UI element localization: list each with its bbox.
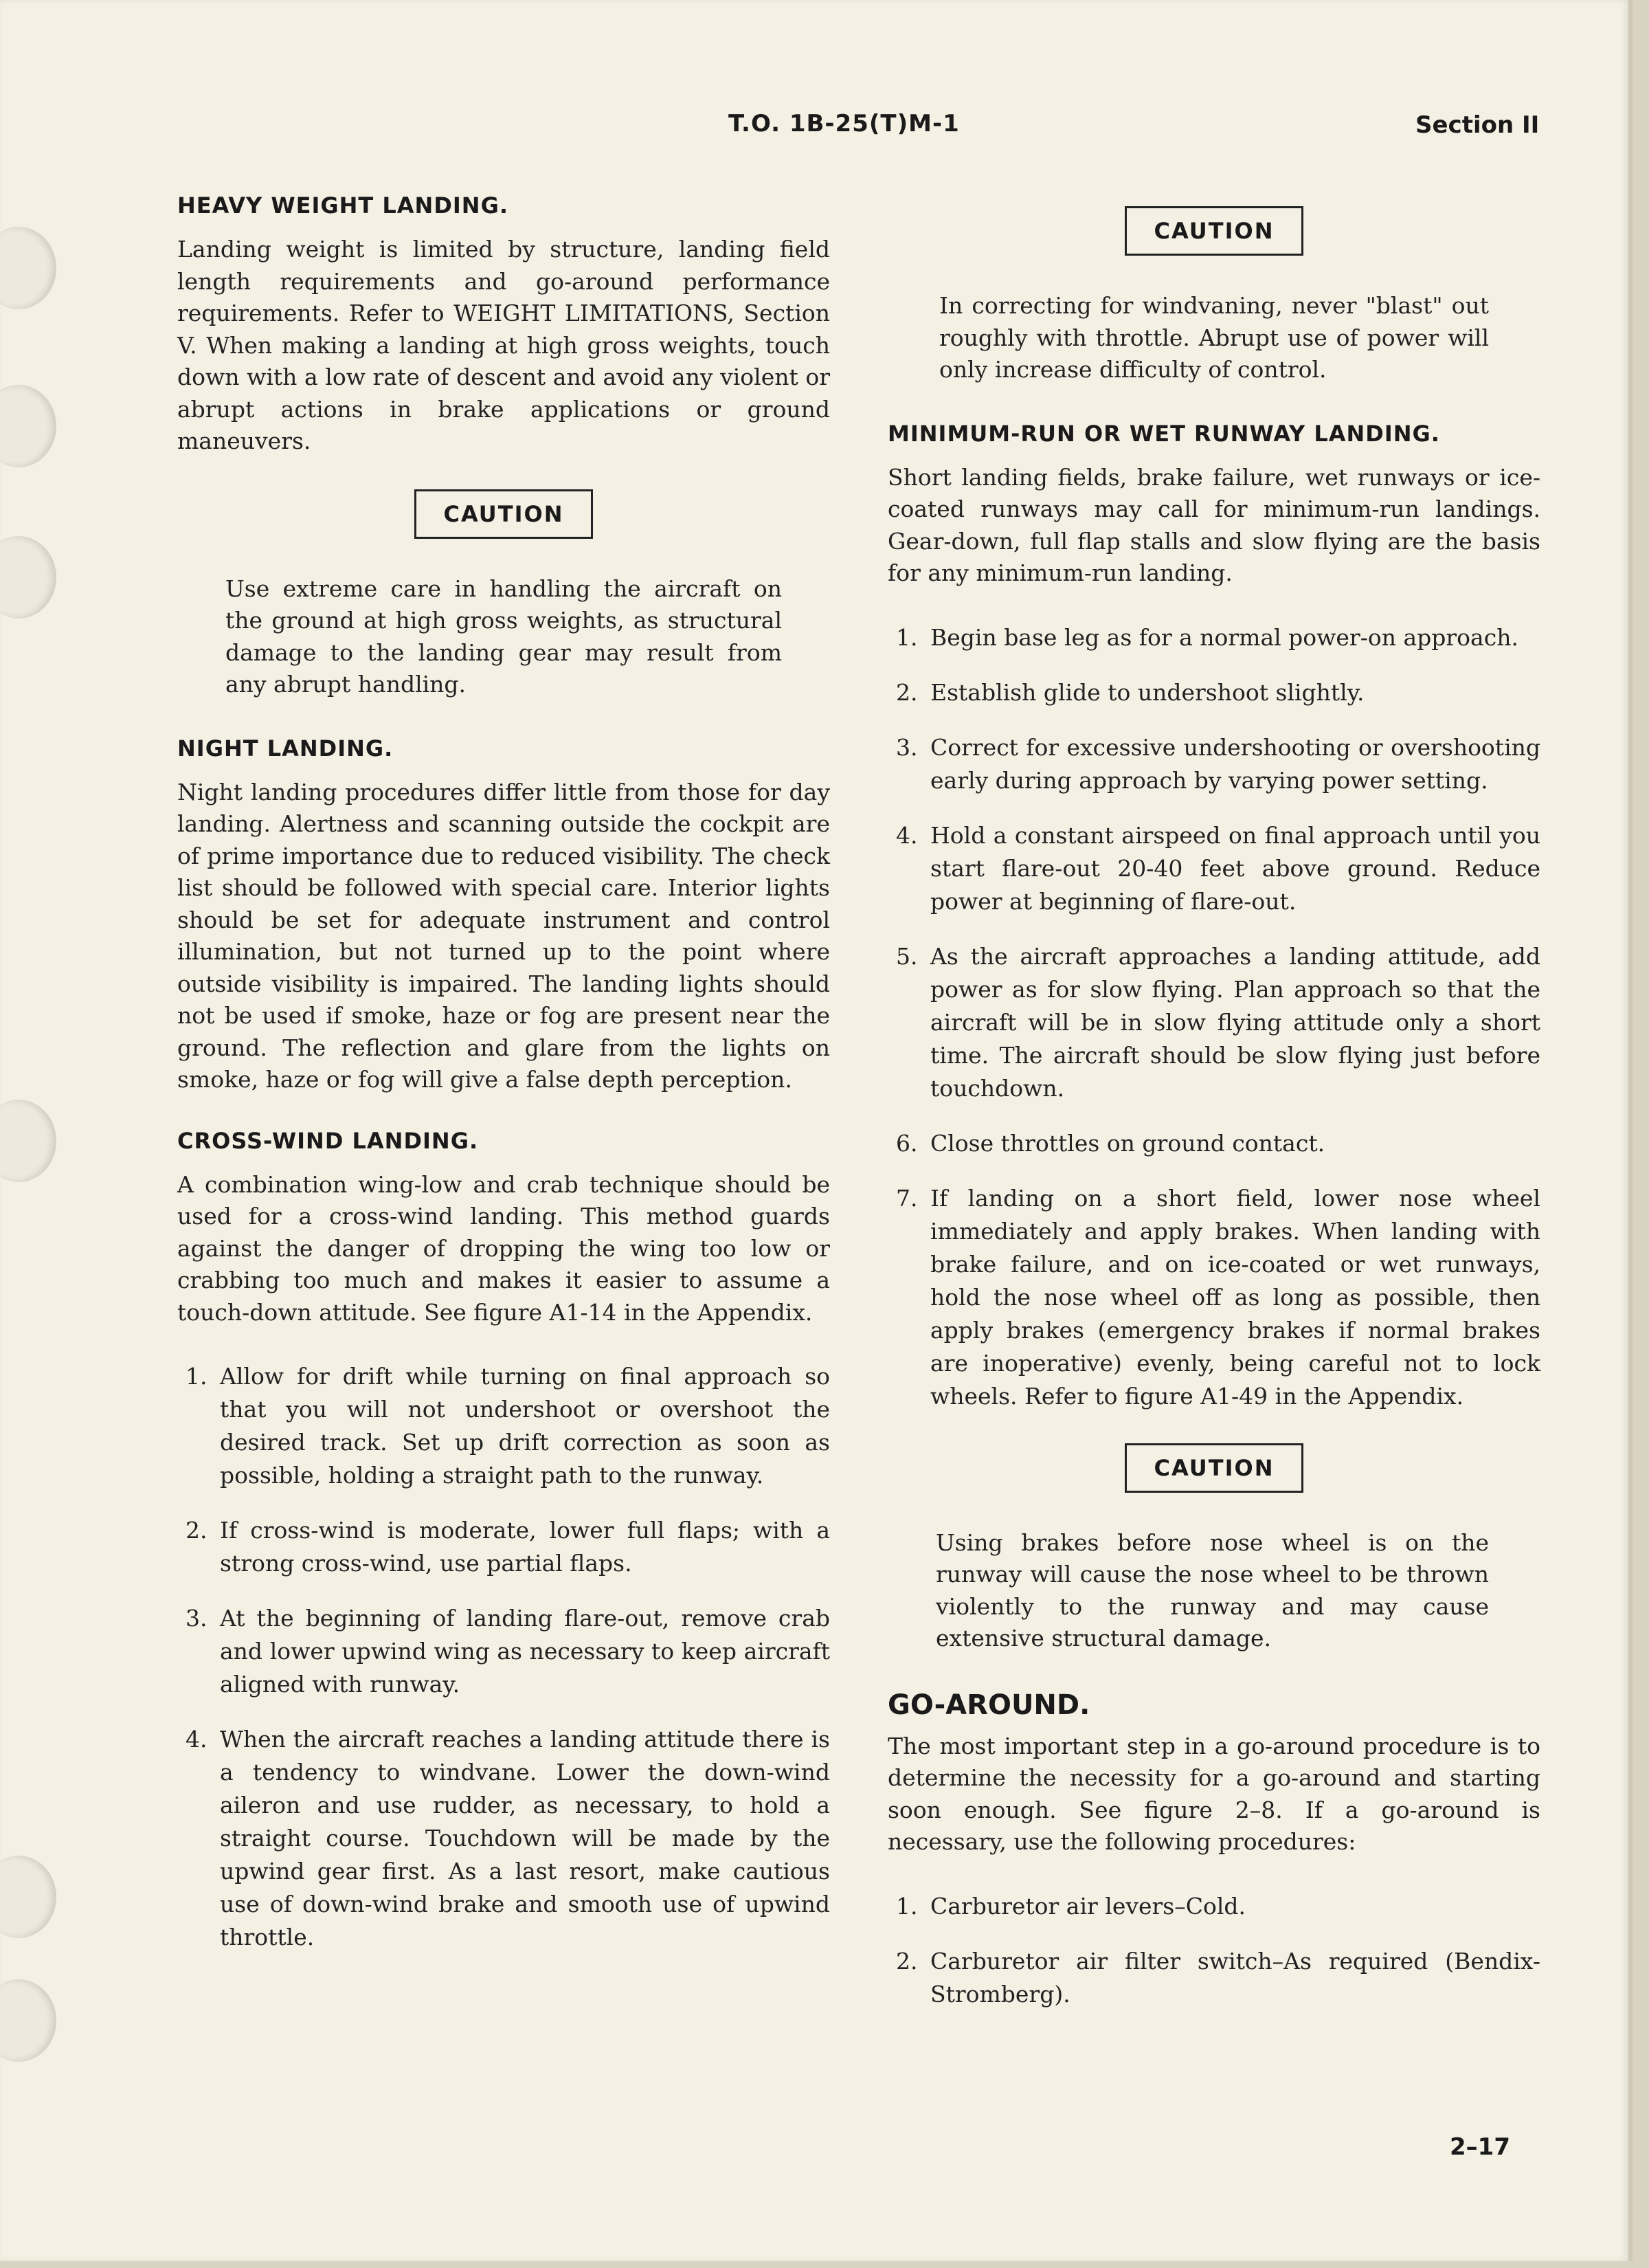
- step-number: 1.: [896, 1892, 918, 1920]
- list-item: [888, 819, 1540, 918]
- step-text: Allow for drift while turning on final approach so that you will not undershoot or overshoot the desired track. Set up drift correction as soon as possible, holding a straight path to the runway.: [220, 1363, 830, 1489]
- step-number: 2.: [186, 1517, 207, 1544]
- minimum-run-steps-list: [888, 621, 1540, 1413]
- paragraph-night-landing: Night landing procedures differ little from those for day landing. Alertness and scanning outside the cockpit are of prime importance due to reduced visibility. The check list should be followed with special care. Interior lights should be set for adequate instrument and control illumination, but not turned up to the point where outside visibility is impaired. The landing lights should not be used if smoke, haze or fog are present near the ground. The reflection and glare from the lights on smoke, haze or fog will give a false depth perception.: [177, 778, 830, 1093]
- step-text: Correct for excessive undershooting or overshooting early during approach by varying power setting.: [930, 733, 1540, 794]
- go-around-steps-list: [888, 1890, 1540, 2011]
- paragraph-heavy-weight-landing: Landing weight is limited by structure, landing field length requirements and go-around performance requirements. Refer to WEIGHT LIMITATIONS, Section V. When making a landing at high gross weights, touch down with a low rate of descent and avoid any violent or abrupt actions in brake applications or ground maneuvers.: [177, 236, 830, 454]
- caution-label: CAUTION: [1125, 1443, 1304, 1493]
- heading-night-landing: NIGHT LANDING.: [177, 735, 394, 761]
- list-item: [888, 621, 1540, 654]
- list-item: [177, 1360, 830, 1492]
- list-item: [888, 1127, 1540, 1160]
- binder-hole: [0, 1100, 56, 1182]
- list-item: [888, 1182, 1540, 1413]
- binder-hole: [0, 536, 56, 619]
- step-number: 1.: [896, 623, 918, 651]
- binder-hole: [0, 227, 56, 309]
- step-text: As the aircraft approaches a landing attitude, add power as for slow flying. Plan approach so that the aircraft will be in slow flying attitude only a short time. The aircraft should be slow flying just before touchdown.: [930, 942, 1540, 1102]
- step-number: 7.: [896, 1184, 918, 1212]
- right-column: [888, 206, 1540, 2041]
- paragraph-minimum-run-landing: Short landing fields, brake failure, wet runways or ice-coated runways may call for minimum-run landings. Gear-down, full flap stalls and slow flying are the basis for any minimum-run landing.: [888, 463, 1540, 586]
- step-number: 4.: [186, 1726, 207, 1753]
- heading-minimum-run-landing: MINIMUM-RUN OR WET RUNWAY LANDING.: [888, 420, 1440, 447]
- list-item: [177, 1514, 830, 1580]
- step-text: At the beginning of landing flare-out, remove crab and lower upwind wing as necessary to keep aircraft aligned with runway.: [220, 1605, 830, 1698]
- caution-text-windvaning: In correcting for windvaning, never "blast" out roughly with throttle. Abrupt use of power will only increase difficulty of control.: [939, 292, 1489, 383]
- caution-label: CAUTION: [1125, 206, 1304, 256]
- list-item: [888, 676, 1540, 709]
- caution-label: CAUTION: [414, 489, 594, 539]
- binder-hole: [0, 385, 56, 467]
- technical-order-number: T.O. 1B-25(T)M-1: [728, 110, 960, 137]
- heading-heavy-weight-landing: HEAVY WEIGHT LANDING.: [177, 192, 508, 219]
- caution-text-brakes: Using brakes before nose wheel is on the runway will cause the nose wheel to be thrown violently to the runway and may cause extensive structural damage.: [936, 1528, 1489, 1652]
- binder-hole: [0, 1856, 56, 1938]
- heading-cross-wind-landing: CROSS-WIND LANDING.: [177, 1127, 479, 1154]
- step-number: 4.: [896, 821, 918, 849]
- step-text: When the aircraft reaches a landing attitude there is a tendency to windvane. Lower the down-wind aileron and use rudder, as necessary, to hold a straight course. Touchdown will be made by the upwind gear first. As a last resort, make cautious use of down-wind brake and smooth use of upwind throttle.: [220, 1726, 830, 1950]
- step-number: 1.: [186, 1363, 207, 1390]
- list-item: [888, 731, 1540, 797]
- step-text: Establish glide to undershoot slightly.: [930, 678, 1365, 706]
- list-item: [888, 1890, 1540, 1923]
- step-text: Carburetor air levers–Cold.: [930, 1892, 1246, 1920]
- list-item: [888, 1945, 1540, 2011]
- step-number: 6.: [896, 1129, 918, 1157]
- step-number: 5.: [896, 942, 918, 970]
- page-number: 2–17: [1450, 2133, 1510, 2161]
- step-text: If landing on a short field, lower nose wheel immediately and apply brakes. When landing with brake failure, and on ice-coated or wet runways, hold the nose wheel off as long as possible, then apply brakes (emergency brakes if normal brakes are inoperative) evenly, being careful not to lock wheels. Refer to figure A1-49 in the Appendix.: [930, 1184, 1540, 1410]
- list-item: [177, 1602, 830, 1701]
- section-label: Section II: [1415, 111, 1540, 139]
- caution-text-heavy-weight: Use extreme care in handling the aircraft on the ground at high gross weights, as structural damage to the landing gear may result from any abrupt handling.: [225, 575, 782, 698]
- step-text: If cross-wind is moderate, lower full flaps; with a strong cross-wind, use partial flaps.: [220, 1517, 830, 1577]
- paragraph-cross-wind-landing: A combination wing-low and crab technique should be used for a cross-wind landing. This method guards against the danger of dropping the wing too low or crabbing too much and makes it easier to assume a touch-down attitude. See figure A1-14 in the Appendix.: [177, 1170, 830, 1326]
- list-item: [888, 940, 1540, 1105]
- list-item: [177, 1723, 830, 1954]
- paragraph-go-around: The most important step in a go-around procedure is to determine the necessity for a go-around and starting soon enough. See figure 2–8. If a go-around is necessary, use the following procedures:: [888, 1732, 1540, 1855]
- binder-hole: [0, 1979, 56, 2062]
- heading-go-around: GO-AROUND.: [888, 1689, 1090, 1721]
- step-text: Close throttles on ground contact.: [930, 1129, 1325, 1157]
- step-number: 3.: [186, 1605, 207, 1632]
- step-number: 3.: [896, 733, 918, 761]
- step-number: 2.: [896, 678, 918, 706]
- step-text: Begin base leg as for a normal power-on approach.: [930, 623, 1518, 651]
- cross-wind-steps-list: [177, 1360, 830, 1954]
- step-text: Carburetor air filter switch–As required (Bendix-Stromberg).: [930, 1947, 1540, 2008]
- step-number: 2.: [896, 1947, 918, 1975]
- step-text: Hold a constant airspeed on final approach until you start flare-out 20-40 feet above ground. Reduce power at beginning of flare-out.: [930, 821, 1540, 915]
- left-column: [177, 192, 830, 1984]
